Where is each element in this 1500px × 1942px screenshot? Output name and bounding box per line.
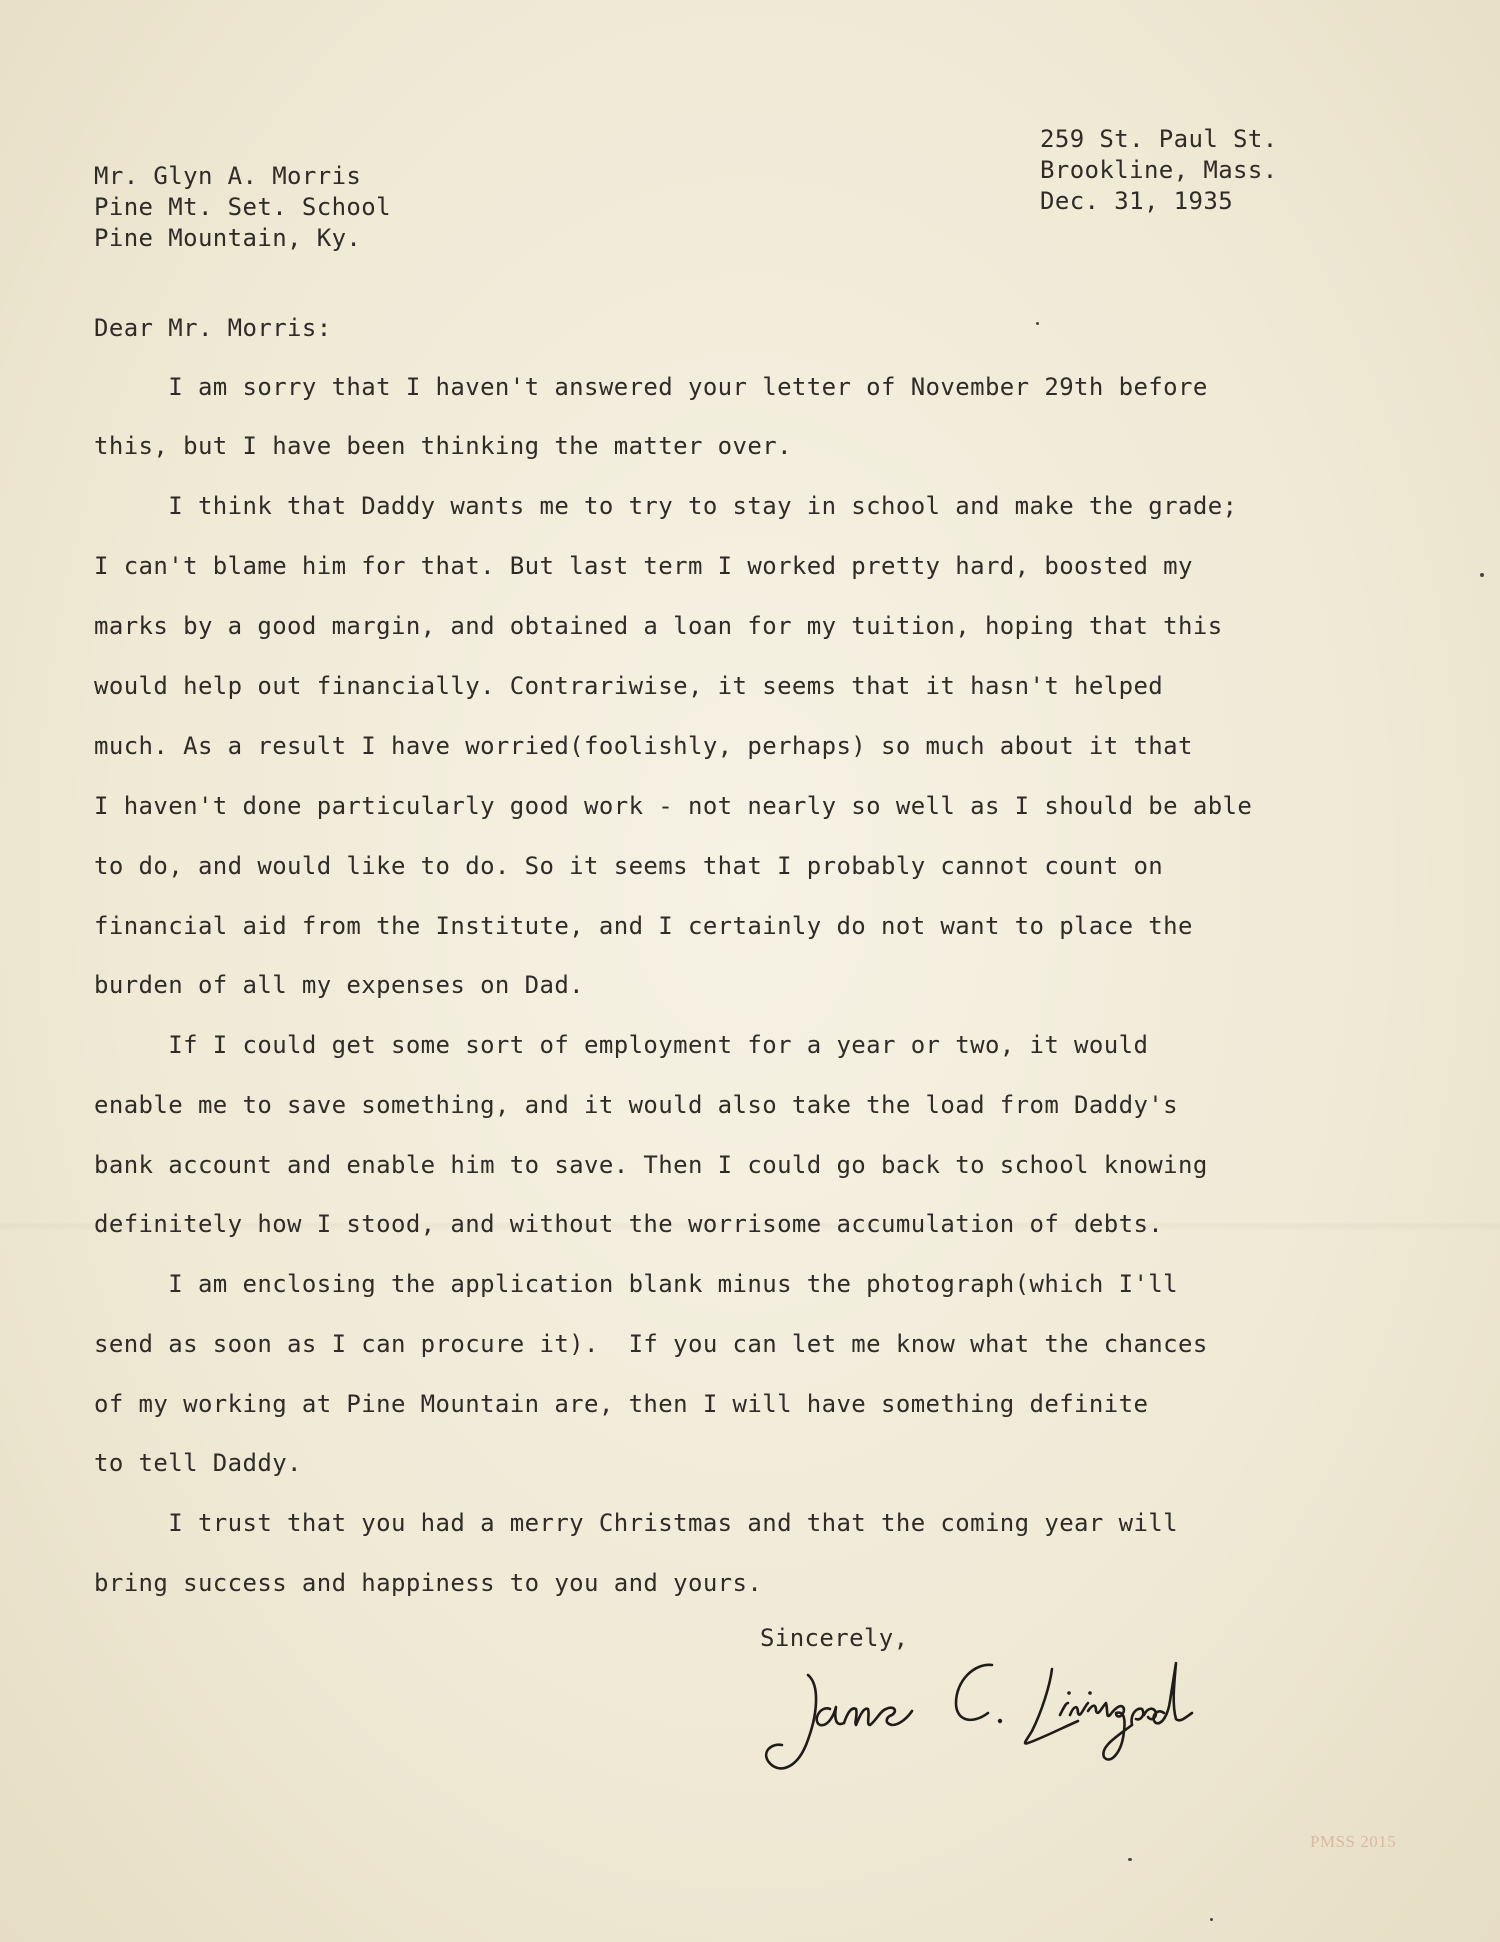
body-line: I haven't done particularly good work - not nearly so well as I should be able	[94, 792, 1253, 820]
recipient-school: Pine Mt. Set. School	[94, 193, 391, 221]
body-line: If I could get some sort of employment for a year or two, it would	[94, 1031, 1149, 1059]
body-line: bank account and enable him to save. Then I could go back to school knowing	[94, 1151, 1208, 1179]
paper-speck	[1210, 1918, 1213, 1921]
body-line: send as soon as I can procure it). If you can let me know what the chances	[94, 1330, 1208, 1358]
recipient-name: Mr. Glyn A. Morris	[94, 162, 362, 190]
archive-watermark: PMSS 2015	[1310, 1832, 1397, 1851]
sender-address	[1040, 124, 1278, 217]
body-line: to do, and would like to do. So it seems that I probably cannot count on	[94, 852, 1164, 880]
recipient-address	[94, 161, 391, 254]
body-line: I am enclosing the application blank minus the photograph(which I'll	[94, 1270, 1178, 1298]
body-line: I am sorry that I haven't answered your letter of November 29th before	[94, 373, 1208, 401]
paper-speck	[1036, 322, 1039, 325]
body-line: would help out financially. Contrariwise, it seems that it hasn't helped	[94, 672, 1164, 700]
body-line: marks by a good margin, and obtained a loan for my tuition, hoping that this	[94, 612, 1223, 640]
body-line: much. As a result I have worried(foolishly, perhaps) so much about it that	[94, 732, 1193, 760]
body-line: enable me to save something, and it would also take the load from Daddy's	[94, 1091, 1178, 1119]
letter-date: Dec. 31, 1935	[1040, 187, 1234, 215]
body-line: I can't blame him for that. But last term I worked pretty hard, boosted my	[94, 552, 1193, 580]
paper-speck	[1480, 573, 1484, 577]
body-line: of my working at Pine Mountain are, then I will have something definite	[94, 1390, 1149, 1418]
sender-city: Brookline, Mass.	[1040, 156, 1278, 184]
salutation: Dear Mr. Morris:	[94, 314, 332, 342]
body-line: financial aid from the Institute, and I certainly do not want to place the	[94, 912, 1193, 940]
body-line: to tell Daddy.	[94, 1449, 302, 1477]
body-line: this, but I have been thinking the matter over.	[94, 432, 792, 460]
body-line: burden of all my expenses on Dad.	[94, 971, 585, 999]
body-line: definitely how I stood, and without the worrisome accumulation of debts.	[94, 1210, 1164, 1238]
recipient-location: Pine Mountain, Ky.	[94, 224, 362, 252]
paper-speck	[1128, 1858, 1132, 1861]
handwritten-signature	[760, 1645, 1200, 1795]
body-line: I trust that you had a merry Christmas and that the coming year will	[94, 1509, 1178, 1537]
body-line: I think that Daddy wants me to try to stay in school and make the grade;	[94, 492, 1238, 520]
sender-street: 259 St. Paul St.	[1040, 125, 1278, 153]
body-line: bring success and happiness to you and yours.	[94, 1569, 763, 1597]
closing: Sincerely,	[760, 1624, 909, 1652]
